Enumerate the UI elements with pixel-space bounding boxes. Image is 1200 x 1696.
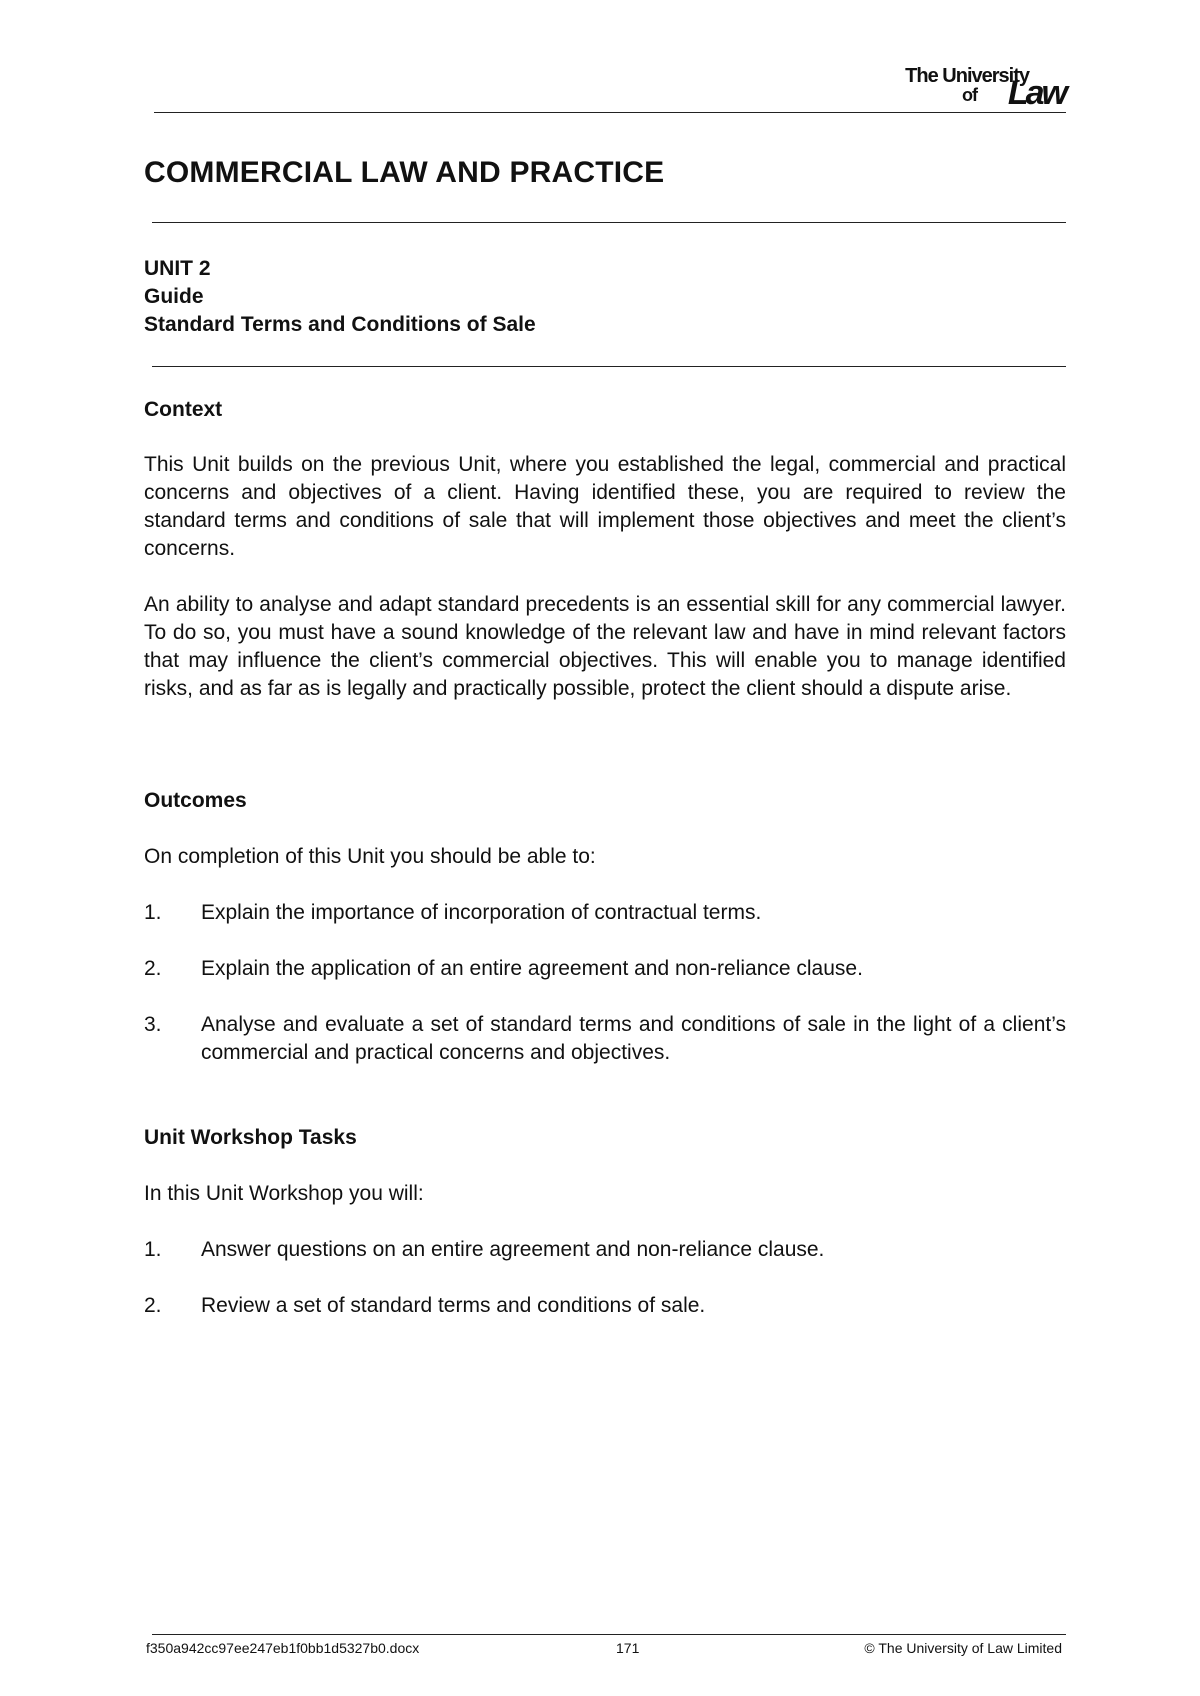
outcomes-section <box>144 789 1066 813</box>
guide-label: Guide <box>144 285 204 308</box>
footer-page-number: 171 <box>616 1640 640 1656</box>
context-heading: Context <box>144 398 223 421</box>
outcome-number: 3. <box>144 1013 162 1036</box>
footer-filename: f350a942cc97ee247eb1f0bb1d5327b0.docx <box>146 1640 420 1656</box>
outcome-text: Analyse and evaluate a set of standard terms and conditions of sale in the light of a client’s commercial and practical concerns and objectives. <box>201 1013 1066 1064</box>
unit-label: UNIT 2 <box>144 257 211 280</box>
title-divider <box>152 222 1066 223</box>
tasks-section <box>144 1126 1066 1150</box>
task-text: Review a set of standard terms and conditions of sale. <box>201 1294 706 1317</box>
outcome-text: Explain the importance of incorporation of contractual terms. <box>201 901 762 924</box>
unit-divider <box>152 366 1066 367</box>
outcomes-heading: Outcomes <box>144 789 247 812</box>
outcome-text: Explain the application of an entire agreement and non-reliance clause. <box>201 957 863 980</box>
document-title: COMMERCIAL LAW AND PRACTICE <box>144 156 665 189</box>
tasks-heading: Unit Workshop Tasks <box>144 1126 357 1149</box>
unit-subject: Standard Terms and Conditions of Sale <box>144 313 536 336</box>
header-divider <box>154 112 1066 113</box>
task-number: 1. <box>144 1238 162 1261</box>
outcome-number: 2. <box>144 957 162 980</box>
task-text: Answer questions on an entire agreement and non-reliance clause. <box>201 1238 825 1261</box>
outcomes-intro: On completion of this Unit you should be able to: <box>144 845 596 868</box>
context-paragraph-1: This Unit builds on the previous Unit, where you established the legal, commercial and practical concerns and objectives of a client. Having identified these, you are required to review the standard terms and conditions of sale that will implement those objectives and meet the client’s concerns. <box>144 453 1066 560</box>
university-logo <box>845 64 1065 112</box>
task-number: 2. <box>144 1294 162 1317</box>
footer-divider <box>152 1634 1066 1635</box>
unit-block <box>144 255 536 339</box>
tasks-intro: In this Unit Workshop you will: <box>144 1182 424 1205</box>
logo-text-law: Law <box>1007 74 1065 112</box>
logo-text-of: of <box>962 85 977 105</box>
logo-text-top: The University <box>905 65 1029 87</box>
context-paragraph-2: An ability to analyse and adapt standard precedents is an essential skill for any commercial lawyer. To do so, you must have a sound knowledge of the relevant law and have in mind relevant factors that may influence the client’s commercial objectives. This will enable you to manage identified risks, and as far as is legally and practically possible, protect the client should a dispute arise. <box>144 593 1066 700</box>
footer-copyright: © The University of Law Limited <box>864 1640 1062 1656</box>
context-section <box>144 398 1066 422</box>
outcome-number: 1. <box>144 901 162 924</box>
